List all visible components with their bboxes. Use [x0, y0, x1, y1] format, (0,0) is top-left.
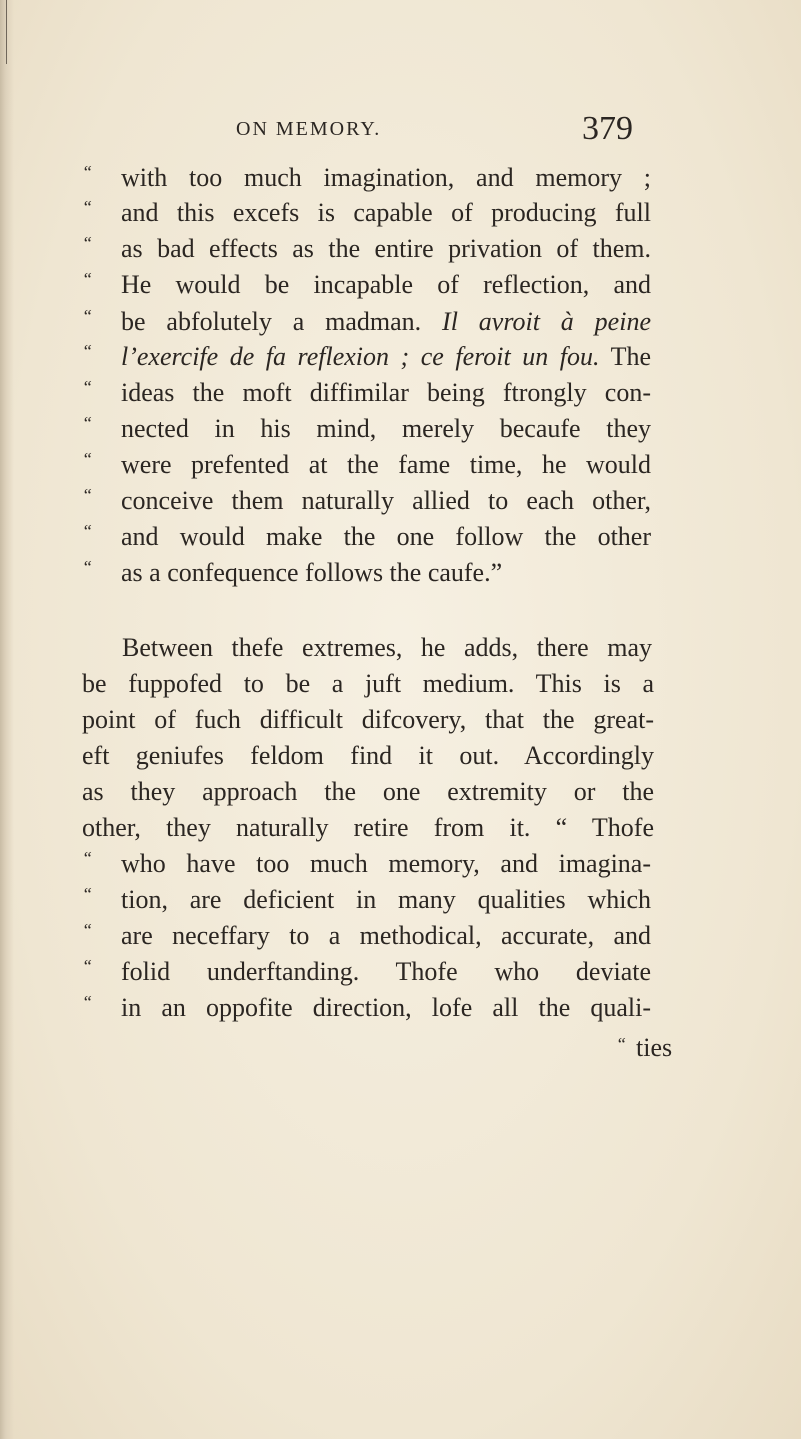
quote-text: [121, 302, 651, 342]
paragraph-text: tion, are deficient in many qualities which: [121, 885, 651, 914]
paragraph-text: as they approach the one extremity or the: [82, 777, 654, 806]
quote-mark: “: [82, 992, 93, 1012]
paragraph-line: [0, 916, 801, 956]
quote-segment: and this excefs is capable of producing full: [121, 198, 651, 227]
quote-segment: with too much imagination, and memory ;: [121, 163, 651, 192]
quote-text: [121, 158, 651, 198]
quote-text: [121, 265, 651, 305]
quote-text: [121, 337, 651, 377]
quote-line: [0, 337, 801, 377]
quote-text: [121, 229, 651, 269]
quote-segment: nected in his mind, merely becaufe they: [121, 414, 651, 443]
paragraph-text: in an oppofite direction, lofe all the quali-: [121, 993, 651, 1022]
quote-segment: ideas the moft diffimilar being ftrongly con-: [121, 378, 651, 407]
paragraph-line: [0, 628, 801, 668]
quote-text: [121, 517, 651, 557]
quote-line: [0, 553, 801, 593]
quote-text: [121, 445, 651, 485]
paragraph-line: [0, 844, 801, 884]
paragraph-line: [0, 952, 801, 992]
quote-mark: “: [82, 306, 93, 326]
quote-segment: were prefented at the fame time, he would: [121, 450, 651, 479]
paragraph-text: eft geniufes feldom find it out. Accordingly: [82, 741, 654, 770]
catchword-quote-mark: “: [616, 1034, 627, 1054]
paragraph-text: Between thefe extremes, he adds, there may: [122, 633, 652, 662]
quote-text: [121, 193, 651, 233]
quote-mark: “: [82, 413, 93, 433]
paragraph-line: [0, 808, 801, 848]
quote-line: [0, 302, 801, 342]
quote-text: [121, 373, 651, 413]
paragraph-text: be fuppofed to be a juft medium. This is a: [82, 669, 654, 698]
quote-mark: “: [82, 233, 93, 253]
quote-segment: and would make the one follow the other: [121, 522, 651, 551]
quote-mark: “: [82, 197, 93, 217]
paragraph-line: [0, 736, 801, 776]
quote-mark: “: [82, 341, 93, 361]
quote-mark: “: [82, 956, 93, 976]
quote-segment: He would be incapable of reflection, and: [121, 270, 651, 299]
quote-text: [121, 553, 651, 593]
quote-segment-italic: Il avroit à peine: [442, 307, 651, 336]
quote-mark: “: [82, 521, 93, 541]
quote-segment: The: [599, 342, 652, 371]
catchword-text: ties: [636, 1033, 673, 1062]
quote-mark: “: [82, 377, 93, 397]
quote-mark: “: [82, 848, 93, 868]
paragraph-text: are neceffary to a methodical, accurate, and: [121, 921, 651, 950]
page-number: 379: [582, 110, 633, 147]
running-head: ON MEMORY.: [236, 118, 382, 140]
quote-line: [0, 409, 801, 449]
quote-mark: “: [82, 920, 93, 940]
quote-mark: “: [82, 162, 93, 182]
quote-mark: “: [82, 449, 93, 469]
quote-mark: “: [82, 884, 93, 904]
quote-segment: conceive them naturally allied to each other,: [121, 486, 651, 515]
quote-segment: as a confequence follows the caufe.”: [121, 558, 503, 587]
quote-text: [121, 409, 651, 449]
quote-mark: “: [82, 485, 93, 505]
quote-mark: “: [82, 557, 93, 577]
quote-segment: as bad effects as the entire privation of them.: [121, 234, 651, 263]
paragraph-line: [0, 700, 801, 740]
quote-text: [121, 481, 651, 521]
paragraph-text: who have too much memory, and imagina-: [121, 849, 651, 878]
quote-line: [0, 481, 801, 521]
paragraph-text: other, they naturally retire from it. “ Thofe: [82, 813, 654, 842]
quote-segment-italic: l’exercife de fa reflexion ; ce feroit un fou.: [121, 342, 600, 371]
quote-mark: “: [82, 269, 93, 289]
paragraph-text: folid underftanding. Thofe who deviate: [121, 957, 651, 986]
catchword: [616, 1028, 672, 1068]
quote-line: [0, 229, 801, 269]
quote-line: [0, 517, 801, 557]
quote-segment: be abfolutely a madman.: [121, 307, 443, 336]
paragraph-line: [0, 988, 801, 1028]
quote-line: [0, 265, 801, 305]
quote-line: [0, 158, 801, 198]
paragraph-line: [0, 880, 801, 920]
quote-line: [0, 193, 801, 233]
quote-line: [0, 373, 801, 413]
paragraph-line: [0, 772, 801, 812]
paragraph-text: point of fuch difficult difcovery, that the great-: [82, 705, 654, 734]
quote-line: [0, 445, 801, 485]
paragraph-line: [0, 664, 801, 704]
